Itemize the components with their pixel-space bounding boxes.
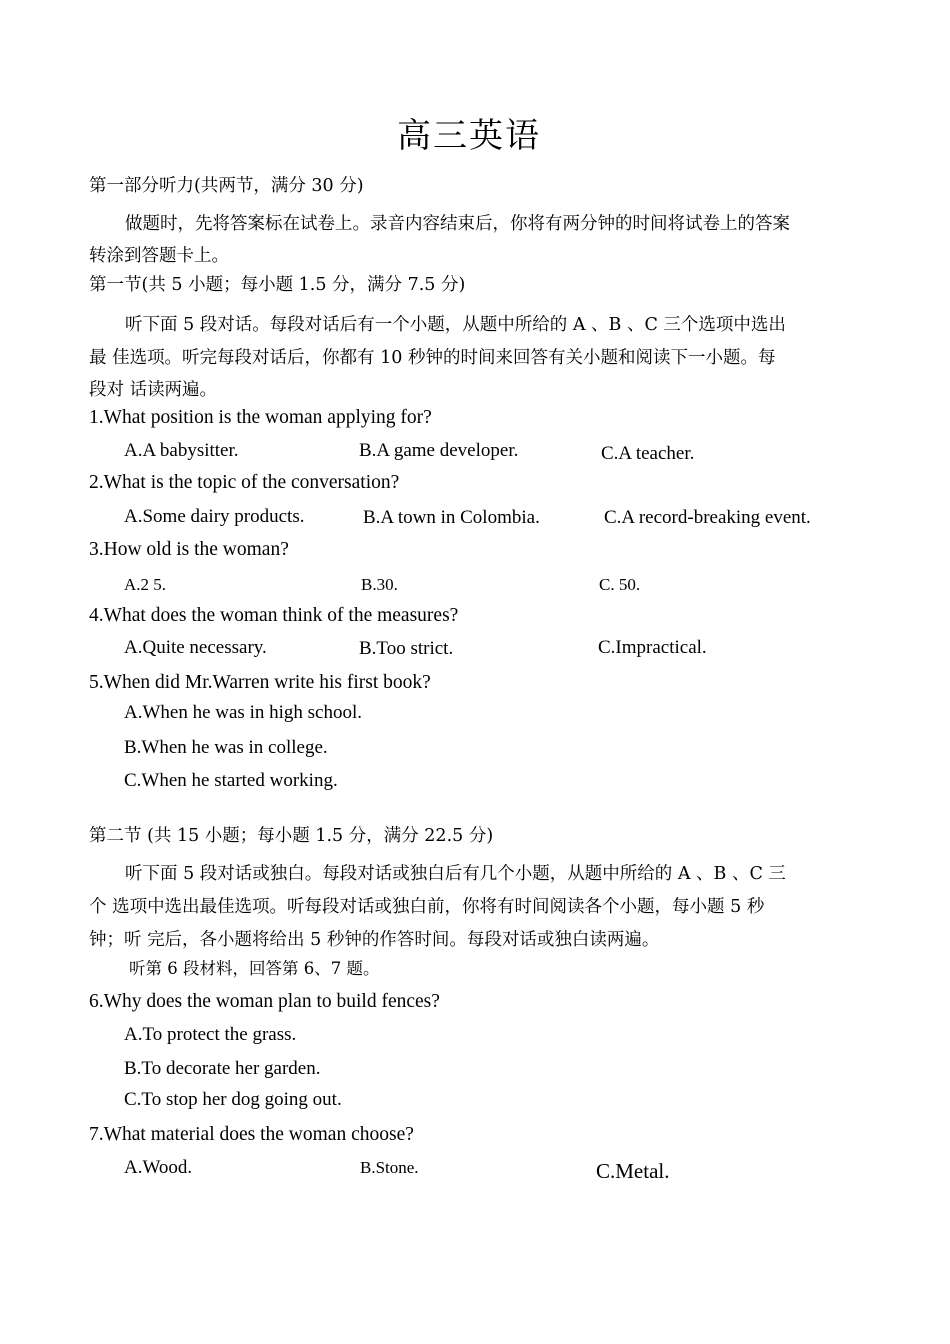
section2-heading: 第二节 (共 15 小题；每小题 1.5 分，满分 22.5 分) — [89, 826, 494, 846]
page-title: 高三英语 — [397, 116, 541, 156]
question-5: 5.When did Mr.Warren write his first book? — [89, 672, 431, 693]
q1-option-c: C.A teacher. — [601, 443, 695, 464]
q5-option-a: A.When he was in high school. — [124, 702, 362, 723]
section2-line1: 听下面 5 段对话或独白。每段对话或独白后有几个小题，从题中所给的 A 、B 、C 三 — [125, 864, 786, 884]
q5-option-c: C.When he started working. — [124, 770, 338, 791]
part1-heading: 第一部分听力(共两节，满分 30 分) — [89, 176, 364, 196]
q1-option-b: B.A game developer. — [359, 440, 519, 461]
q2-option-b: B.A town in Colombia. — [363, 507, 540, 528]
q2-option-c: C.A record-breaking event. — [604, 507, 811, 528]
question-6: 6.Why does the woman plan to build fences? — [89, 991, 440, 1012]
q6-option-c: C.To stop her dog going out. — [124, 1089, 342, 1110]
part1-instruction-line1: 做题时，先将答案标在试卷上。录音内容结束后，你将有两分钟的时间将试卷上的答案 — [125, 214, 790, 234]
q7-option-c: C.Metal. — [596, 1159, 670, 1183]
section2-line2: 个 选项中选出最佳选项。听每段对话或独白前，你将有时间阅读各个小题，每小题 5 秒 — [89, 897, 765, 917]
section1-heading: 第一节(共 5 小题；每小题 1.5 分，满分 7.5 分) — [89, 275, 466, 295]
q6-option-b: B.To decorate her garden. — [124, 1058, 321, 1079]
question-3: 3.How old is the woman? — [89, 539, 289, 560]
q3-option-b: B.30. — [361, 575, 398, 594]
part1-instruction-line2: 转涂到答题卡上。 — [89, 246, 229, 266]
q4-option-a: A.Quite necessary. — [124, 637, 267, 658]
question-7: 7.What material does the woman choose? — [89, 1124, 414, 1145]
section2-line3: 钟；听 完后，各小题将给出 5 秒钟的作答时间。每段对话或独白读两遍。 — [89, 930, 660, 950]
q4-option-c: C.Impractical. — [598, 637, 707, 658]
q4-option-b: B.Too strict. — [359, 638, 454, 659]
q6-option-a: A.To protect the grass. — [124, 1024, 297, 1045]
question-4: 4.What does the woman think of the measures? — [89, 605, 459, 626]
section1-line2: 最 佳选项。听完每段对话后，你都有 10 秒钟的时间来回答有关小题和阅读下一小题。每 — [89, 348, 776, 368]
question-2: 2.What is the topic of the conversation? — [89, 472, 400, 493]
q3-option-a: A.2 5. — [124, 575, 167, 594]
q7-option-b: B.Stone. — [360, 1158, 419, 1177]
question-1: 1.What position is the woman applying for? — [89, 407, 432, 428]
q7-option-a: A.Wood. — [124, 1157, 193, 1178]
q5-option-b: B.When he was in college. — [124, 737, 328, 758]
section1-line1: 听下面 5 段对话。每段对话后有一个小题，从题中所给的 A 、B 、C 三个选项中选出 — [125, 315, 786, 335]
section2-material-note: 听第 6 段材料，回答第 6、7 题。 — [129, 959, 380, 978]
section1-line3: 段对 话读两遍。 — [89, 380, 218, 400]
q1-option-a: A.A babysitter. — [124, 440, 239, 461]
q3-option-c: C. 50. — [599, 575, 641, 594]
q2-option-a: A.Some dairy products. — [124, 506, 305, 527]
